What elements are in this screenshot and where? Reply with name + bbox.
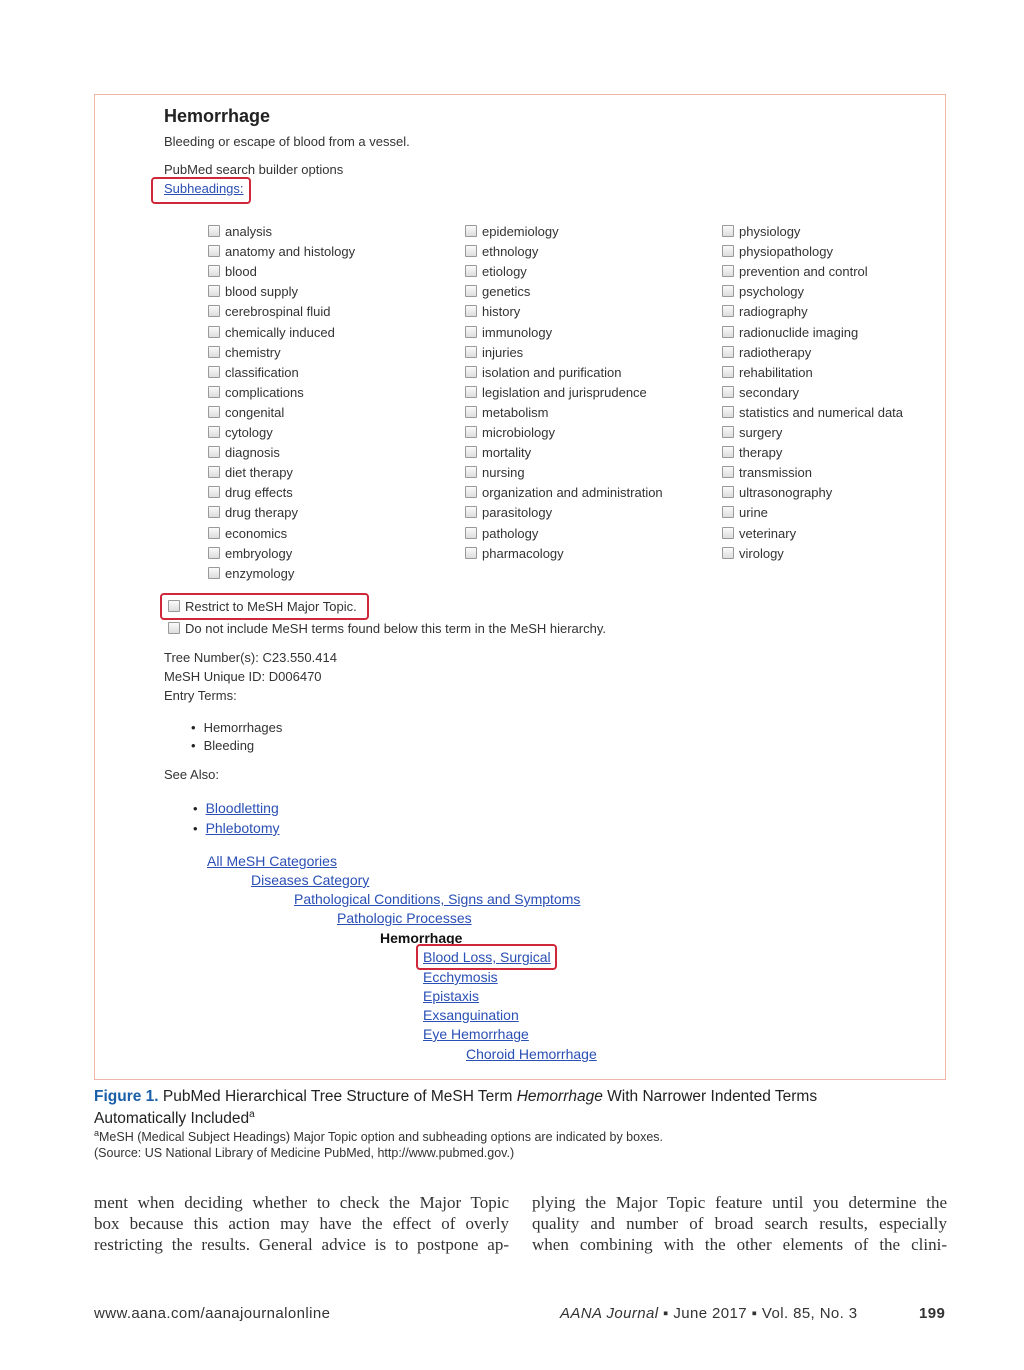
checkbox-icon[interactable] [208,547,220,559]
footer-url: www.aana.com/aanajournalonline [94,1305,331,1322]
tree-pathological-conditions[interactable]: Pathological Conditions, Signs and Symptoms [294,891,581,907]
tree-exsanguination[interactable]: Exsanguination [423,1007,519,1023]
subheading-label: blood supply [225,284,298,300]
subheading-checkbox-item[interactable] [208,403,284,423]
subheading-checkbox-item[interactable] [208,383,304,403]
subheading-label: parasitology [482,505,553,521]
restrict-major-topic-label: Restrict to MeSH Major Topic. [185,599,357,614]
checkbox-icon[interactable] [722,225,734,237]
subheading-label: epidemiology [482,224,559,239]
subheading-checkbox-item[interactable] [208,323,335,343]
subheading-label: psychology [739,284,805,300]
tree-choroid-hemorrhage[interactable]: Choroid Hemorrhage [466,1046,597,1062]
subheading-checkbox-item[interactable] [722,524,796,544]
subheading-checkbox-item[interactable] [722,323,858,343]
checkbox-icon[interactable] [208,326,220,338]
subheading-label: congenital [225,404,285,420]
checkbox-icon[interactable] [465,506,477,518]
tree-eye-hemorrhage[interactable]: Eye Hemorrhage [423,1026,529,1042]
checkbox-icon[interactable] [465,486,477,498]
checkbox-icon[interactable] [722,326,734,338]
subheading-checkbox-item[interactable] [722,483,832,503]
subheading-label: nursing [482,465,525,481]
checkbox-icon[interactable] [208,426,220,438]
checkbox-icon[interactable] [465,245,477,257]
checkbox-icon[interactable] [208,346,220,358]
subheading-checkbox-item[interactable] [208,503,298,523]
subheading-label: injuries [482,344,524,360]
subheading-label: rehabilitation [739,364,813,380]
page-number: 199 [919,1305,946,1322]
subheadings-highlight-box [151,177,251,204]
subheading-checkbox-item[interactable] [465,222,559,242]
subheading-label: surgery [739,425,783,440]
subheading-label: diet therapy [225,465,293,481]
subheading-label: veterinary [739,525,797,541]
caption-line-2 [94,1109,255,1128]
checkbox-icon[interactable] [168,622,180,634]
blood-loss-highlight-box [416,944,557,970]
subheading-label: pharmacology [482,545,564,561]
subheading-label: drug effects [225,485,293,501]
subheading-checkbox-item[interactable] [465,343,523,363]
tree-epistaxis[interactable]: Epistaxis [423,988,480,1004]
caption-term: Hemorrhage [516,1088,603,1105]
see-also-link-phlebotomy[interactable]: Phlebotomy [205,820,280,836]
subheading-checkbox-item[interactable] [465,242,538,262]
body-line: box because this action may have the effect of overly [94,1214,509,1233]
checkbox-icon[interactable] [465,466,477,478]
subheading-checkbox-item[interactable] [208,302,331,322]
checkbox-icon[interactable] [722,446,734,458]
subheading-label: enzymology [225,565,295,581]
checkbox-icon[interactable] [208,265,220,277]
subheading-checkbox-item[interactable] [465,423,555,443]
subheading-label: analysis [225,224,272,239]
footer-citation [560,1305,858,1322]
checkbox-icon[interactable] [208,567,220,579]
caption-source: (Source: US National Library of Medicine PubMed, http://www.pubmed.gov.) [94,1146,515,1160]
subheading-checkbox-item[interactable] [722,242,833,262]
subheading-checkbox-item[interactable] [722,262,868,282]
subheading-checkbox-item[interactable] [208,423,273,443]
checkbox-icon[interactable] [722,366,734,378]
subheading-label: anatomy and histology [225,244,356,260]
checkbox-icon[interactable] [208,406,220,418]
builder-options-label: PubMed search builder options [164,162,344,177]
subheading-checkbox-item[interactable] [208,222,272,242]
checkbox-icon[interactable] [465,446,477,458]
checkbox-icon[interactable] [465,547,477,559]
checkbox-icon[interactable] [722,506,734,518]
subheading-checkbox-item[interactable] [208,443,280,463]
subheading-label: therapy [739,445,783,461]
tree-number: Tree Number(s): C23.550.414 [164,650,337,665]
subheading-checkbox-item[interactable] [465,323,552,343]
subheading-checkbox-item[interactable] [465,262,527,282]
subheading-checkbox-item[interactable] [722,443,782,463]
caption-line2-text: Automatically Included [94,1110,250,1128]
exclude-below-label: Do not include MeSH terms found below this term in the MeSH hierarchy. [185,621,606,636]
subheading-checkbox-item[interactable] [722,383,799,403]
subheading-label: radiotherapy [739,344,812,360]
subheading-label: radionuclide imaging [739,324,859,340]
subheading-checkbox-item[interactable] [465,363,621,383]
checkbox-icon[interactable] [465,406,477,418]
footer-separator: ▪ [751,1305,758,1322]
checkbox-icon[interactable] [722,346,734,358]
checkbox-icon[interactable] [465,527,477,539]
subheading-checkbox-item[interactable] [465,524,538,544]
subheading-checkbox-item[interactable] [208,524,287,544]
checkbox-icon[interactable] [465,426,477,438]
entry-term: • Bleeding [191,738,254,753]
checkbox-icon[interactable] [722,386,734,398]
subheading-checkbox-item[interactable] [722,503,768,523]
subheading-checkbox-item[interactable] [465,282,530,302]
subheading-label: ethnology [482,244,539,260]
checkbox-icon[interactable] [722,265,734,277]
subheading-label: diagnosis [225,445,280,461]
term-definition: Bleeding or escape of blood from a vessel. [164,134,410,149]
subheading-label: immunology [482,324,553,340]
checkbox-icon[interactable] [722,305,734,317]
subheading-label: legislation and jurisprudence [482,384,647,400]
caption-text-after: With Narrower Indented Terms [607,1088,818,1105]
entry-term: • Hemorrhages [191,720,282,735]
subheading-label: isolation and purification [482,364,622,380]
subheading-checkbox-item[interactable] [465,544,564,564]
caption-label: Figure 1. [94,1088,159,1105]
subheading-label: virology [739,545,784,561]
subheading-label: chemically induced [225,324,335,340]
checkbox-icon[interactable] [722,426,734,438]
checkbox-icon[interactable] [465,366,477,378]
subheading-checkbox-item[interactable] [465,483,663,503]
body-line: restricting the results. General advice is to postpone ap- [94,1235,509,1254]
body-line: quality and number of broad search results, especially [532,1214,947,1233]
subheading-checkbox-item[interactable] [208,363,299,383]
caption-footnote [94,1128,663,1144]
subheading-label: cerebrospinal fluid [225,304,331,320]
subheading-checkbox-item[interactable] [722,363,813,383]
subheading-label: organization and administration [482,485,663,501]
checkbox-icon[interactable] [208,285,220,297]
subheading-checkbox-item[interactable] [465,302,520,322]
checkbox-icon[interactable] [465,265,477,277]
checkbox-icon[interactable] [208,366,220,378]
caption-text: PubMed Hierarchical Tree Structure of MeSH Term [162,1088,513,1105]
tree-pathologic-processes[interactable]: Pathologic Processes [337,910,472,926]
checkbox-icon[interactable] [465,225,477,237]
footer-separator: ▪ [663,1305,669,1322]
entry-terms-label: Entry Terms: [164,688,237,703]
checkbox-icon[interactable] [208,446,220,458]
subheading-checkbox-item[interactable] [722,282,804,302]
see-also-item [193,800,279,816]
tree-all-categories[interactable]: All MeSH Categories [207,853,337,869]
subheading-label: chemistry [225,344,281,360]
subheadings-link[interactable]: Subheadings: [164,181,244,196]
checkbox-icon[interactable] [722,527,734,539]
subheading-checkbox-item[interactable] [465,443,531,463]
checkbox-icon[interactable] [208,466,220,478]
mesh-unique-id: MeSH Unique ID: D006470 [164,669,322,684]
subheading-checkbox-item[interactable] [208,483,293,503]
subheading-checkbox-item[interactable] [208,544,292,564]
subheading-label: physiology [739,224,801,239]
subheading-label: secondary [739,384,799,400]
tree-current-term: Hemorrhage [380,930,463,946]
subheading-label: cytology [225,425,273,440]
subheading-checkbox-item[interactable] [722,222,800,242]
subheading-label: radiography [739,304,808,320]
subheading-label: drug therapy [225,505,298,521]
exclude-below-checkbox[interactable] [168,619,606,639]
tree-blood-loss-surgical[interactable]: Blood Loss, Surgical [423,949,551,965]
mesh-term-title: Hemorrhage [164,106,271,126]
checkbox-icon[interactable] [208,486,220,498]
subheading-checkbox-item[interactable] [208,463,293,483]
subheading-label: classification [225,364,299,380]
checkbox-icon[interactable] [722,285,734,297]
subheading-label: blood [225,264,257,280]
checkbox-icon[interactable] [722,486,734,498]
subheading-label: transmission [739,465,812,481]
footer-date: June 2017 [673,1305,748,1322]
checkbox-icon[interactable] [465,285,477,297]
subheading-checkbox-item[interactable] [208,242,355,262]
subheading-checkbox-item[interactable] [208,343,281,363]
tree-ecchymosis[interactable]: Ecchymosis [423,969,498,985]
checkbox-icon[interactable] [722,466,734,478]
checkbox-icon[interactable] [722,406,734,418]
checkbox-icon[interactable] [722,245,734,257]
checkbox-icon[interactable] [465,326,477,338]
footnote-text: MeSH (Medical Subject Headings) Major Topic option and subheading options are indicated by boxes. [99,1130,664,1145]
checkbox-icon[interactable] [465,386,477,398]
subheading-checkbox-item[interactable] [208,564,294,584]
subheading-label: genetics [482,284,531,300]
footnote-mark: a [94,1128,100,1138]
body-line: ment when deciding whether to check the Major Topic [94,1193,509,1212]
subheading-label: prevention and control [739,264,868,280]
subheading-label: etiology [482,264,527,280]
subheading-label: mortality [482,445,532,461]
subheading-checkbox-item[interactable] [722,423,782,443]
subheading-checkbox-item[interactable] [465,403,548,423]
subheading-checkbox-item[interactable] [465,383,647,403]
checkbox-icon[interactable] [208,245,220,257]
body-line: plying the Major Topic feature until you determine the [532,1193,947,1212]
subheading-label: statistics and numerical data [739,404,904,420]
checkbox-icon[interactable] [208,305,220,317]
major-topic-highlight-box [160,593,369,620]
checkbox-icon[interactable] [208,527,220,539]
see-also-label: See Also: [164,767,219,782]
checkbox-icon[interactable] [722,547,734,559]
subheading-checkbox-item[interactable] [465,463,525,483]
checkbox-icon[interactable] [465,305,477,317]
subheading-checkbox-item[interactable] [722,302,808,322]
subheading-label: microbiology [482,425,555,440]
subheading-label: embryology [225,545,293,561]
subheading-label: pathology [482,525,539,541]
checkbox-icon[interactable] [208,506,220,518]
checkbox-icon[interactable] [208,386,220,398]
subheading-label: complications [225,384,304,400]
footer-journal: AANA Journal [560,1305,659,1322]
subheading-checkbox-item[interactable] [722,544,784,564]
subheading-checkbox-item[interactable] [722,463,812,483]
subheading-checkbox-item[interactable] [465,503,552,523]
body-line: when combining with the other elements of the clini- [532,1235,947,1254]
caption-superscript: a [249,1109,255,1120]
body-column-left [94,1192,509,1255]
see-also-link-bloodletting[interactable]: Bloodletting [205,800,279,816]
subheading-label: ultrasonography [739,485,833,501]
subheading-checkbox-item[interactable] [722,403,903,423]
footer-volume: Vol. 85, No. 3 [761,1305,858,1322]
tree-diseases-category[interactable]: Diseases Category [251,872,370,888]
subheading-label: metabolism [482,404,549,420]
see-also-item [193,820,280,836]
body-column-right [532,1192,947,1255]
subheading-label: physiopathology [739,244,833,260]
subheading-label: history [482,304,521,320]
subheading-checkbox-item[interactable] [722,343,811,363]
checkbox-icon[interactable] [208,225,220,237]
subheading-label: economics [225,525,288,541]
figure-caption [94,1088,817,1106]
checkbox-icon[interactable] [465,346,477,358]
subheading-label: urine [739,505,768,521]
subheading-checkbox-item[interactable] [208,282,298,302]
subheading-checkbox-item[interactable] [208,262,257,282]
